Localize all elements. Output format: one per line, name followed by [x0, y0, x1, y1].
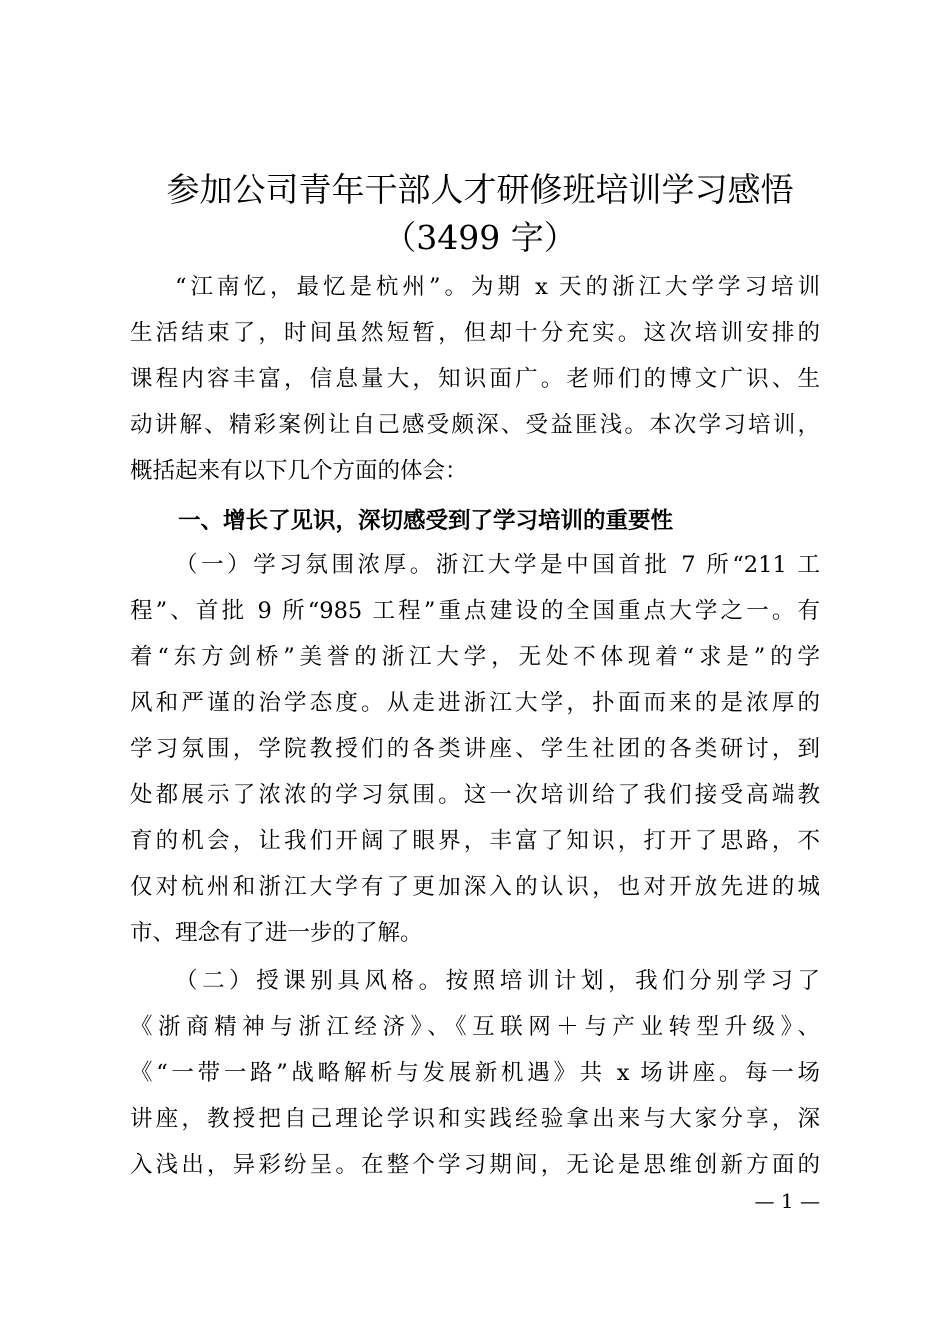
- text-line: 市、理念有了进一步的了解。: [130, 920, 423, 946]
- text-line: （二）授课别具风格。按照培训计划，我们分别学习了: [175, 968, 820, 994]
- text-line: 课程内容丰富，信息量大，知识面广。老师们的博文广识、生: [130, 366, 820, 392]
- section-heading: 一、增长了见识，深切感受到了学习培训的重要性: [178, 508, 674, 534]
- text-line: “江南忆，最忆是杭州”。为期 x 天的浙江大学学习培训: [175, 274, 820, 300]
- text-line: 着“东方剑桥”美誉的浙江大学，无处不体现着“求是”的学: [130, 644, 820, 670]
- paragraph-learning-atmosphere: [130, 542, 820, 956]
- text-line: 入浅出，异彩纷呈。在整个学习期间，无论是思维创新方面的: [130, 1152, 820, 1178]
- document-word-count: （3499 字）: [383, 218, 577, 257]
- text-line: 讲座，教授把自己理论学识和实践经验拿出来与大家分享，深: [130, 1106, 820, 1132]
- text-line: 学习氛围，学院教授们的各类讲座、学生社团的各类研讨，到: [130, 736, 820, 762]
- text-line: 动讲解、精彩案例让自己感受颇深、受益匪浅。本次学习培训，: [130, 412, 820, 438]
- text-line: 仅对杭州和浙江大学有了更加深入的认识，也对开放先进的城: [130, 874, 820, 900]
- text-line: 程”、首批 9 所“985 工程”重点建设的全国重点大学之一。有: [130, 598, 820, 624]
- text-line: 生活结束了，时间虽然短暂，但却十分充实。这次培训安排的: [130, 320, 820, 346]
- text-line: 处都展示了浓浓的学习氛围。这一次培训给了我们接受高端教: [130, 782, 820, 808]
- paragraph-teaching-style: [130, 958, 820, 1188]
- text-line: 《浙商精神与浙江经济》、《互联网＋与产业转型升级》、: [130, 1014, 820, 1040]
- paragraph-intro: [130, 264, 820, 494]
- text-line: （一）学习氛围浓厚。浙江大学是中国首批 7 所“211 工: [175, 552, 820, 578]
- text-line: 《“一带一路”战略解析与发展新机遇》共 x 场讲座。每一场: [130, 1060, 820, 1086]
- text-line: 概括起来有以下几个方面的体会：: [130, 458, 468, 484]
- text-line: 风和严谨的治学态度。从走进浙江大学，扑面而来的是浓厚的: [130, 690, 820, 716]
- page-number: — 1 —: [754, 1189, 820, 1213]
- text-line: 育的机会，让我们开阔了眼界，丰富了知识，打开了思路，不: [130, 828, 820, 854]
- document-title: 参加公司青年干部人才研修班培训学习感悟: [166, 170, 794, 209]
